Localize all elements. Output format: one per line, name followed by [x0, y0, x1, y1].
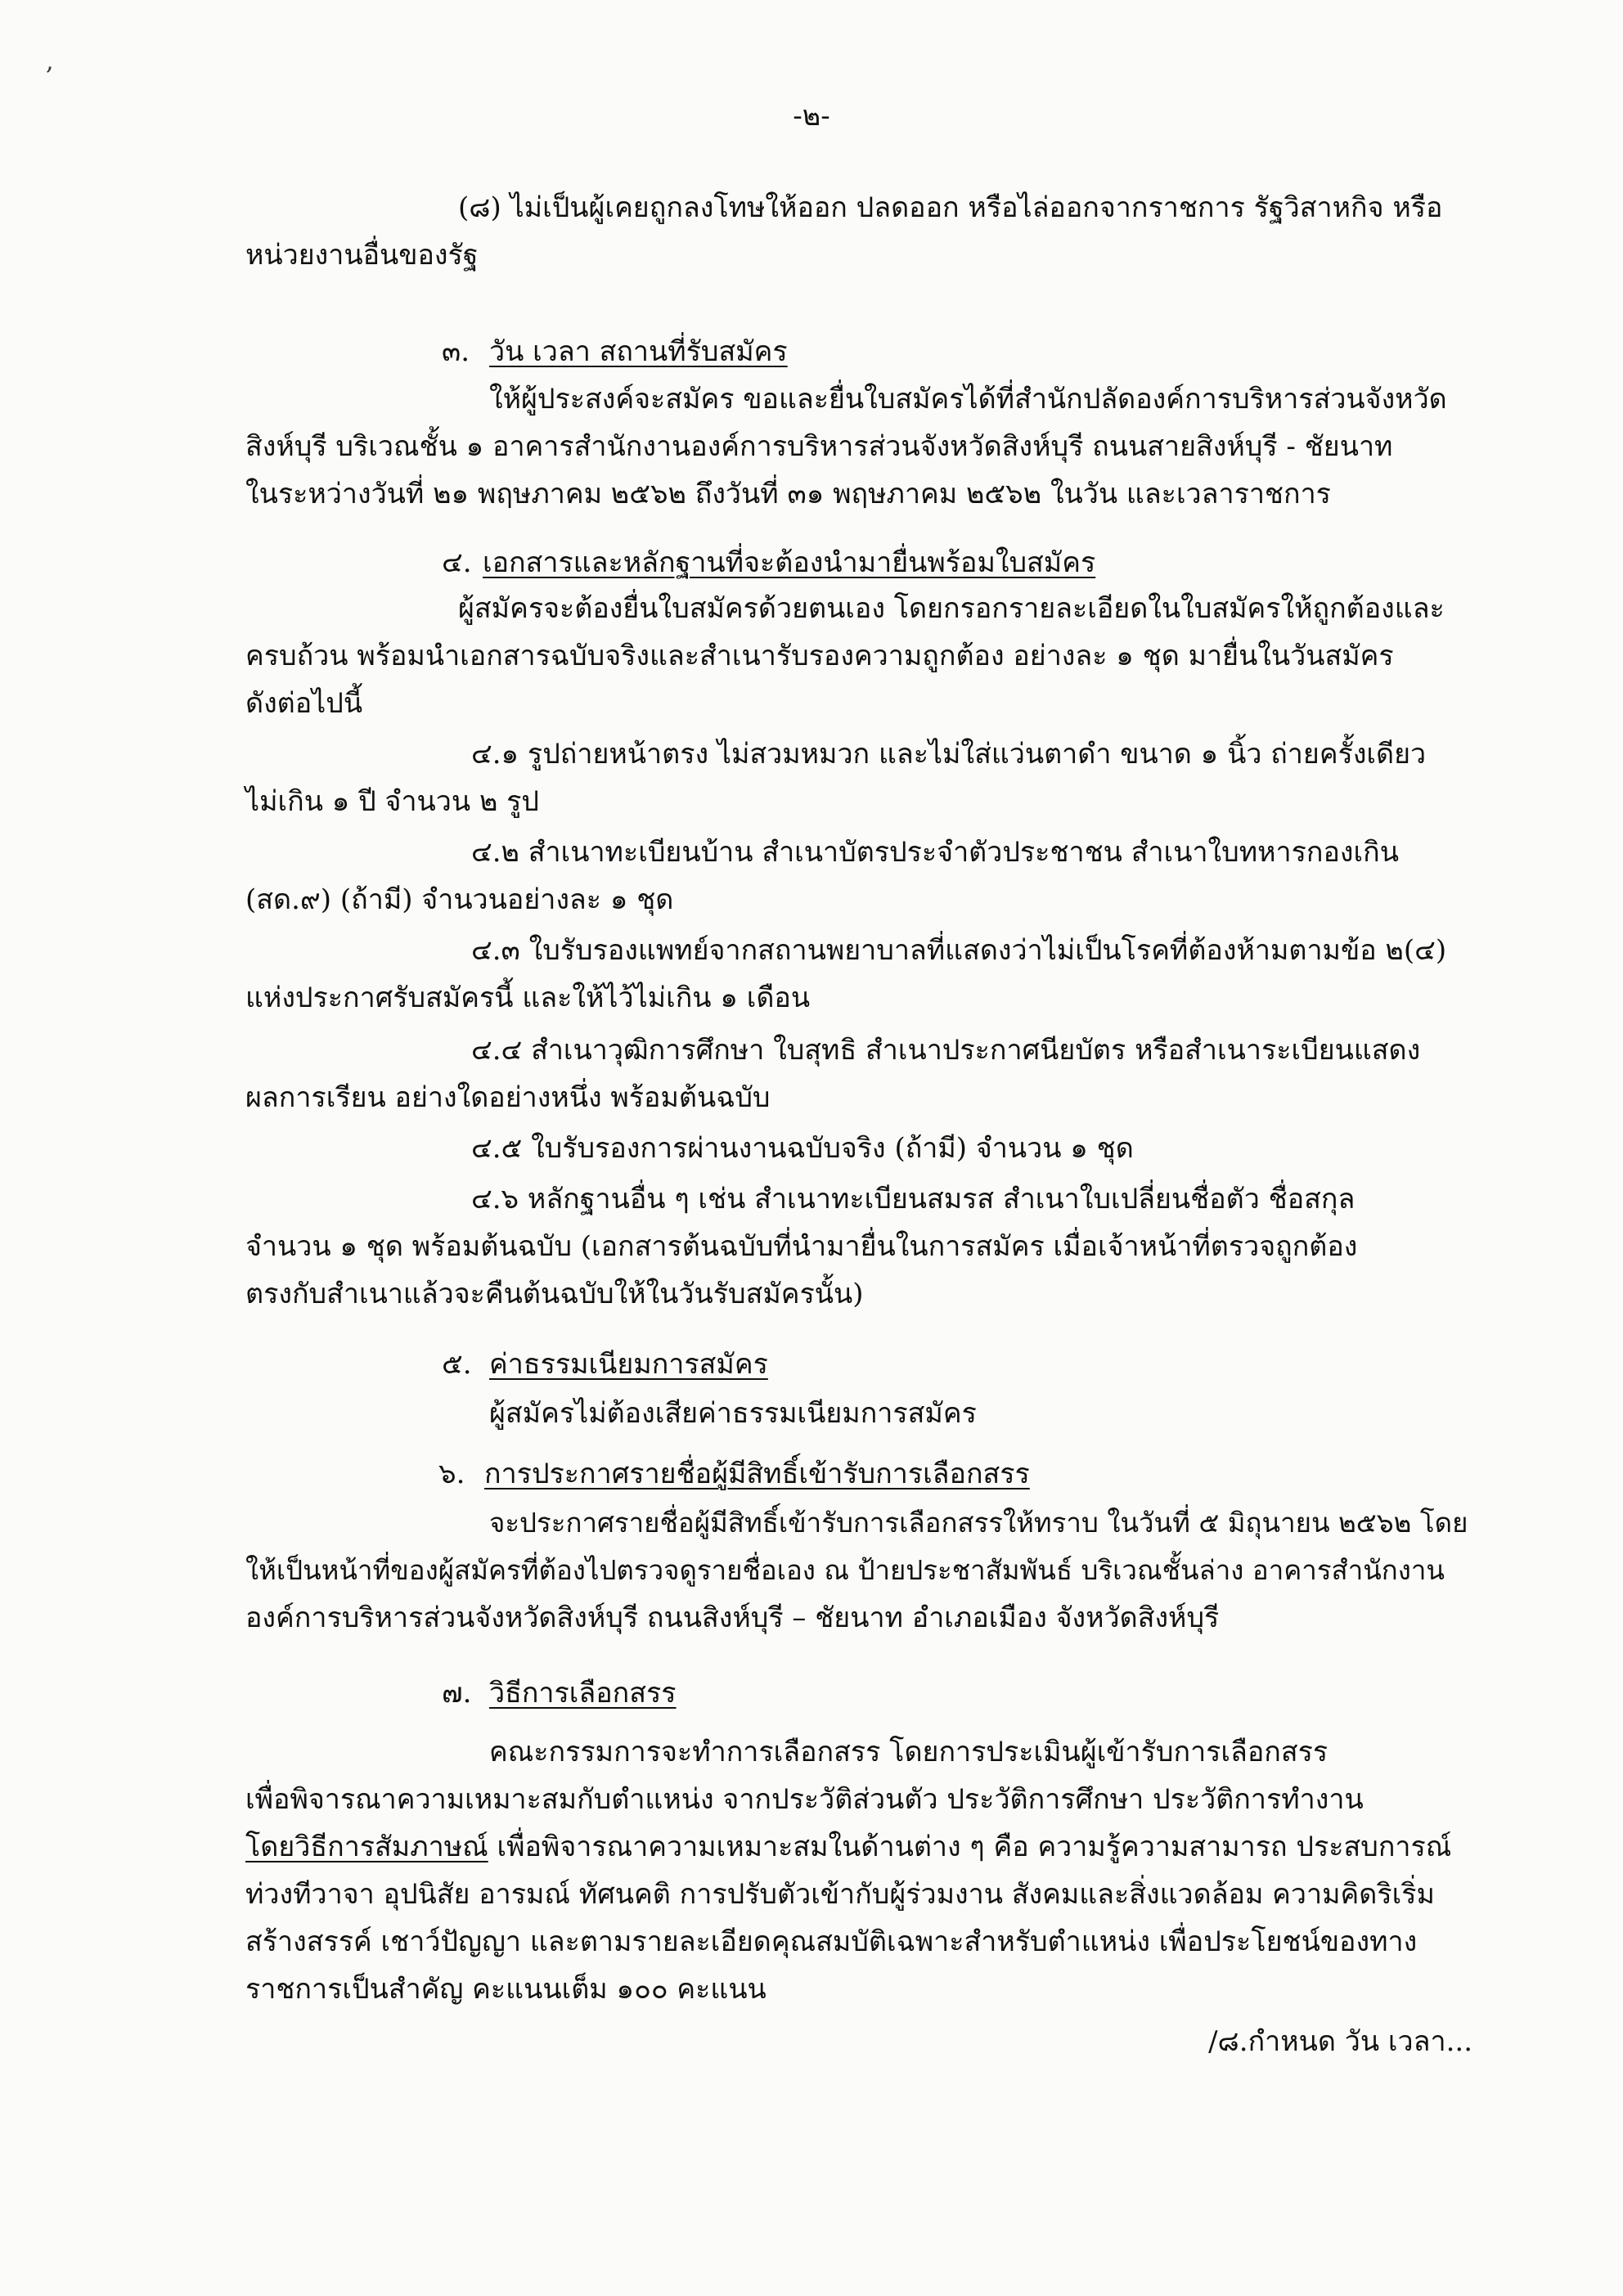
item-4-3-line-2: แห่งประกาศรับสมัครนี้ และให้ไว้ไม่เกิน ๑ เดือน: [245, 982, 811, 1014]
item-4-6-line-2: จำนวน ๑ ชุด พร้อมต้นฉบับ (เอกสารต้นฉบับที่นำมายื่นในการสมัคร เมื่อเจ้าหน้าที่ตรวจถูกต้อง: [245, 1230, 1358, 1263]
item-4-2-line-2: (สด.๙) (ถ้ามี) จำนวนอย่างละ ๑ ชุด: [245, 883, 674, 916]
section-4-heading: เอกสารและหลักฐานที่จะต้องนำมายื่นพร้อมใบสมัคร: [483, 546, 1096, 579]
section-6-line-1: จะประกาศรายชื่อผู้มีสิทธิ์เข้ารับการเลือกสรรให้ทราบ ในวันที่ ๕ มิถุนายน ๒๕๖๒ โดย: [489, 1507, 1468, 1539]
section-7-number: ๗.: [442, 1677, 472, 1710]
section-5-line-1: ผู้สมัครไม่ต้องเสียค่าธรรมเนียมการสมัคร: [489, 1397, 977, 1430]
section-4-line-3: ดังต่อไปนี้: [245, 687, 363, 720]
item-8-line-2: หน่วยงานอื่นของรัฐ: [245, 239, 479, 272]
section-4-line-2: ครบถ้วน พร้อมนำเอกสารฉบับจริงและสำเนารับรองความถูกต้อง อย่างละ ๑ ชุด มายื่นในวันสมัคร: [245, 640, 1394, 672]
section-7-line-4: ท่วงทีวาจา อุปนิสัย อารมณ์ ทัศนคติ การปรับตัวเข้ากับผู้ร่วมงาน สังคมและสิ่งแวดล้อม ความคิดริเริ่ม: [245, 1878, 1435, 1911]
section-3-line-2: สิงห์บุรี บริเวณชั้น ๑ อาคารสำนักงานองค์การบริหารส่วนจังหวัดสิงห์บุรี ถนนสายสิงห์บุรี - ชัยนาท: [245, 430, 1393, 463]
section-4-line-1: ผู้สมัครจะต้องยื่นใบสมัครด้วยตนเอง โดยกรอกรายละเอียดในใบสมัครให้ถูกต้องและ: [458, 592, 1445, 625]
interview-method-emphasis: โดยวิธีการสัมภาษณ์: [245, 1831, 488, 1863]
item-8-line-1: (๘) ไม่เป็นผู้เคยถูกลงโทษให้ออก ปลดออก หรือไล่ออกจากราชการ รัฐวิสาหกิจ หรือ: [458, 191, 1443, 224]
section-7-heading: วิธีการเลือกสรร: [489, 1677, 677, 1710]
item-4-1-line-1: ๔.๑ รูปถ่ายหน้าตรง ไม่สวมหมวก และไม่ใส่แว่นตาดำ ขนาด ๑ นิ้ว ถ่ายครั้งเดียว: [471, 738, 1427, 771]
section-5-number: ๕.: [442, 1348, 472, 1381]
item-4-4-line-1: ๔.๔ สำเนาวุฒิการศึกษา ใบสุทธิ สำเนาประกาศนียบัตร หรือสำเนาระเบียนแสดง: [471, 1034, 1421, 1067]
section-7-line-3-text: เพื่อพิจารณาความเหมาะสมในด้านต่าง ๆ คือ ความรู้ความสามารถ ประสบการณ์: [488, 1831, 1452, 1863]
item-4-6-line-3: ตรงกับสำเนาแล้วจะคืนต้นฉบับให้ในวันรับสมัครนั้น): [245, 1278, 864, 1310]
section-6-line-2: ให้เป็นหน้าที่ของผู้สมัครที่ต้องไปตรวจดูรายชื่อเอง ณ ป้ายประชาสัมพันธ์ บริเวณชั้นล่าง อาคารสำนักงาน: [245, 1554, 1445, 1586]
section-6-line-3: องค์การบริหารส่วนจังหวัดสิงห์บุรี ถนนสิงห์บุรี – ชัยนาท อำเภอเมือง จังหวัดสิงห์บุรี: [245, 1602, 1220, 1634]
section-5-heading: ค่าธรรมเนียมการสมัคร: [489, 1348, 768, 1381]
section-7-line-5: สร้างสรรค์ เชาว์ปัญญา และตามรายละเอียดคุณสมบัติเฉพาะสำหรับตำแหน่ง เพื่อประโยชน์ของทาง: [245, 1925, 1418, 1958]
continuation-note: /๘.กำหนด วัน เวลา...: [1208, 2025, 1472, 2058]
section-6-heading: การประกาศรายชื่อผู้มีสิทธิ์เข้ารับการเลือกสรร: [484, 1458, 1030, 1490]
section-7-line-2: เพื่อพิจารณาความเหมาะสมกับตำแหน่ง จากประวัติส่วนตัว ประวัติการศึกษา ประวัติการทำงาน: [245, 1783, 1364, 1816]
page-number: -๒-: [793, 100, 830, 133]
item-4-4-line-2: ผลการเรียน อย่างใดอย่างหนึ่ง พร้อมต้นฉบับ: [245, 1081, 771, 1114]
section-3-number: ๓.: [442, 335, 470, 368]
section-7-line-1: คณะกรรมการจะทำการเลือกสรร โดยการประเมินผู้เข้ารับการเลือกสรร: [489, 1736, 1329, 1768]
section-3-heading: วัน เวลา สถานที่รับสมัคร: [489, 335, 788, 368]
section-6-number: ๖.: [438, 1458, 465, 1490]
section-3-line-3: ในระหว่างวันที่ ๒๑ พฤษภาคม ๒๕๖๒ ถึงวันที่ ๓๑ พฤษภาคม ๒๕๖๒ ในวัน และเวลาราชการ: [245, 478, 1331, 510]
section-7-line-3: [245, 1829, 1451, 1865]
item-4-6-line-1: ๔.๖ หลักฐานอื่น ๆ เช่น สำเนาทะเบียนสมรส สำเนาใบเปลี่ยนชื่อตัว ชื่อสกุล: [471, 1183, 1355, 1215]
scan-speck: ,: [46, 47, 54, 76]
item-4-1-line-2: ไม่เกิน ๑ ปี จำนวน ๒ รูป: [245, 785, 540, 818]
item-4-2-line-1: ๔.๒ สำเนาทะเบียนบ้าน สำเนาบัตรประจำตัวประชาชน สำเนาใบทหารกองเกิน: [471, 836, 1399, 869]
item-4-3-line-1: ๔.๓ ใบรับรองแพทย์จากสถานพยาบาลที่แสดงว่าไม่เป็นโรคที่ต้องห้ามตามข้อ ๒(๔): [471, 934, 1447, 967]
item-4-5: ๔.๕ ใบรับรองการผ่านงานฉบับจริง (ถ้ามี) จำนวน ๑ ชุด: [471, 1132, 1134, 1165]
section-4-number: ๔.: [442, 546, 472, 579]
section-7-line-6: ราชการเป็นสำคัญ คะแนนเต็ม ๑๐๐ คะแนน: [245, 1973, 767, 2006]
section-3-line-1: ให้ผู้ประสงค์จะสมัคร ขอและยื่นใบสมัครได้ที่สำนักปลัดองค์การบริหารส่วนจังหวัด: [489, 383, 1447, 416]
